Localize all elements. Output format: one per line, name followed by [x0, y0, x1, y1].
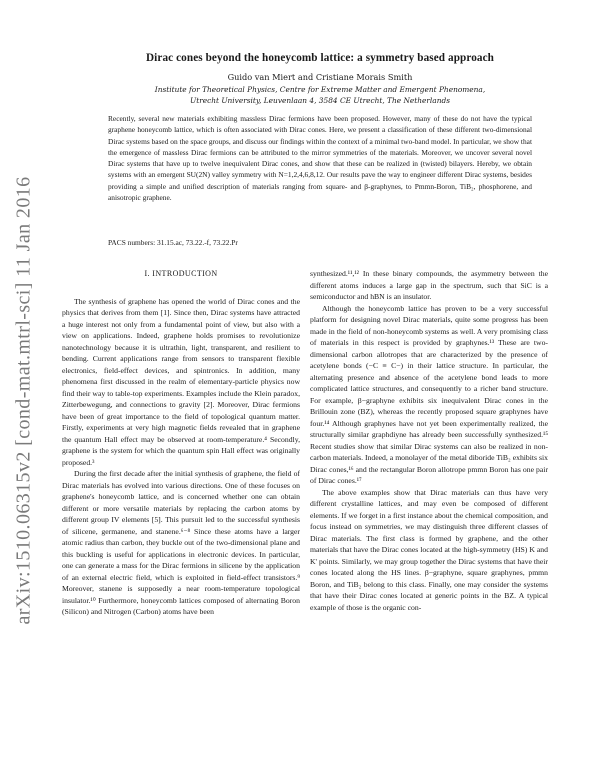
section-heading: I. INTRODUCTION: [144, 269, 218, 278]
affiliation-line-1: Institute for Theoretical Physics, Centre for Extreme Matter and Emergent Phenomena,: [154, 85, 486, 94]
left-column: [62, 268, 300, 618]
paragraph: During the first decade after the initial synthesis of graphene, the field of Dirac materials has evolved into various directions. One of these focuses on graphene's honeycomb lattice, and is concerned whether one can obtain different or more versatile materials by replacing the carbon atoms by different group IV elements [5]. This pursuit led to the successful synthesis of silicene, germanene, and stanene.⁶⁻⁸ Since these atoms have a larger atomic radius than carbon, they buckle out of the two-dimensional plane and this buckling is useful for applications in electronic devices. In particular, one can generate a mass for the Dirac fermions in silicene by the application of an external electric field, which is exploited in field-effect transistors.⁹ Moreover, stanene is supposedly a near room-temperature topological insulator.¹⁰ Furthermore, honeycomb lattices composed of alternating Boron (Silicon) and Nitrogen (Carbon) atoms have been: [62, 469, 300, 616]
paragraph: Although the honeycomb lattice has proven to be a very successful platform for designing novel Dirac materials, quite some progress has been made in the field of non-honeycomb systems as well. A very promising class of materials in this respect is provided by graphynes.¹³ These are two-dimensional carbon allotropes that are characterized by the presence of acetylene bonds (−C ≡ C−) in their lattice structure. In particular, the alternating presence and absence of the acetylene bond leads to more complicated lattice structures, and consequently to a richer band structure. For example, β−graphyne exhibits six inequivalent Dirac cones in the Brillouin zone (BZ), whereas the recently proposed square graphynes have four.¹⁴ Although graphynes have not yet been experimentally realized, the structurally similar graphdiyne has already been successfully synthesized.¹⁵ Recent studies show that similar Dirac systems can also be realized in non-carbon materials. Indeed, a monolayer of the metal diboride TiB₂ exhibits six Dirac cones,¹⁶ and the rectangular Boron allotrope pmmn Boron has one pair of Dirac cones.¹⁷: [310, 303, 548, 485]
affiliation: [120, 84, 520, 106]
paper-title: Dirac cones beyond the honeycomb lattice: a symmetry based approach: [146, 52, 494, 64]
arxiv-identifier: arXiv:1510.06315v2 [cond-mat.mtrl-sci] 11 Jan 2016: [12, 175, 35, 625]
paragraph: The above examples show that Dirac materials can thus have very different crystalline lattices, and may even be composed of different elements. If we forget in a first instance about the chemical composition, and focus instead on symmetries, we may distinguish three different classes of Dirac materials. The first class is formed by graphene, and the other materials that have the Dirac cones located at the high-symmetry (HS) K and K' points. Similarly, we may group together the Dirac systems that have their cones located along the HS lines. β−graphyne, square graphynes, pmmn Boron, and TiB₂ belong to this class. Finally, one may consider the systems that have their Dirac cones located at generic points in the BZ. A typical example of those is the organic con-: [310, 487, 548, 612]
pacs-numbers: PACS numbers: 31.15.ac, 73.22.-f, 73.22.Pr: [108, 238, 238, 247]
paragraph: synthesized.¹¹,¹² In these binary compounds, the asymmetry between the different atoms induces a large gap in the spectrum, such that SiC is a semiconductor and hBN is an insulator.: [310, 269, 548, 301]
right-column: [310, 268, 548, 613]
paragraph: The synthesis of graphene has opened the world of Dirac cones and the physics that derives from them [1]. Since then, Dirac systems have attracted a huge interest not only from a fundamental point of view, but also with a view on applications. Indeed, graphene holds promises to revolutionize nanotechnology because it is ultrathin, light, transparent, and resilient to bending. Current applications range from sensors to transparent flexible electronics, field-effect devices, and spintronics. In addition, many phenomena first discussed in the realm of elementary-particle physics now find their way to table-top experiments. Examples include the Klein paradox, Zitterbewegung, and connections to gravity [2]. Moreover, Dirac fermions have been of great importance to the field of topological quantum matter. Firstly, experiments at very high magnetic fields revealed that in graphene the quantum Hall effect may be observed at room-temperature.⁴ Secondly, graphene is the system for which the quantum spin Hall effect was originally proposed.³: [62, 296, 300, 467]
affiliation-line-2: Utrecht University, Leuvenlaan 4, 3584 CE Utrecht, The Netherlands: [190, 96, 450, 105]
abstract: Recently, several new materials exhibiting massless Dirac fermions have been proposed. However, many of these do not have the typical graphene honeycomb lattice, which is often associated with Dirac cones. Here, we present a classification of these different two-dimensional Dirac systems based on the space groups, and discuss our findings within the context of a minimal two-band model. In particular, we show that the emergence of massless Dirac fermions can be attributed to the mirror symmetries of the materials. Moreover, we uncover several novel Dirac systems that have up to twelve inequivalent Dirac cones, and show that these can be realized in (twisted) bilayers. Hereby, we obtain systems with an emergent SU(2N) valley symmetry with N=1,2,4,6,8,12. Our results pave the way to engineer different Dirac systems, besides providing a simple and unified description of materials ranging from square- and β-graphynes, to Pmmn-Boron, TiB₂, phosphorene, and anisotropic graphene.: [108, 114, 532, 203]
authors: Guido van Miert and Cristiane Morais Smith: [227, 72, 413, 82]
